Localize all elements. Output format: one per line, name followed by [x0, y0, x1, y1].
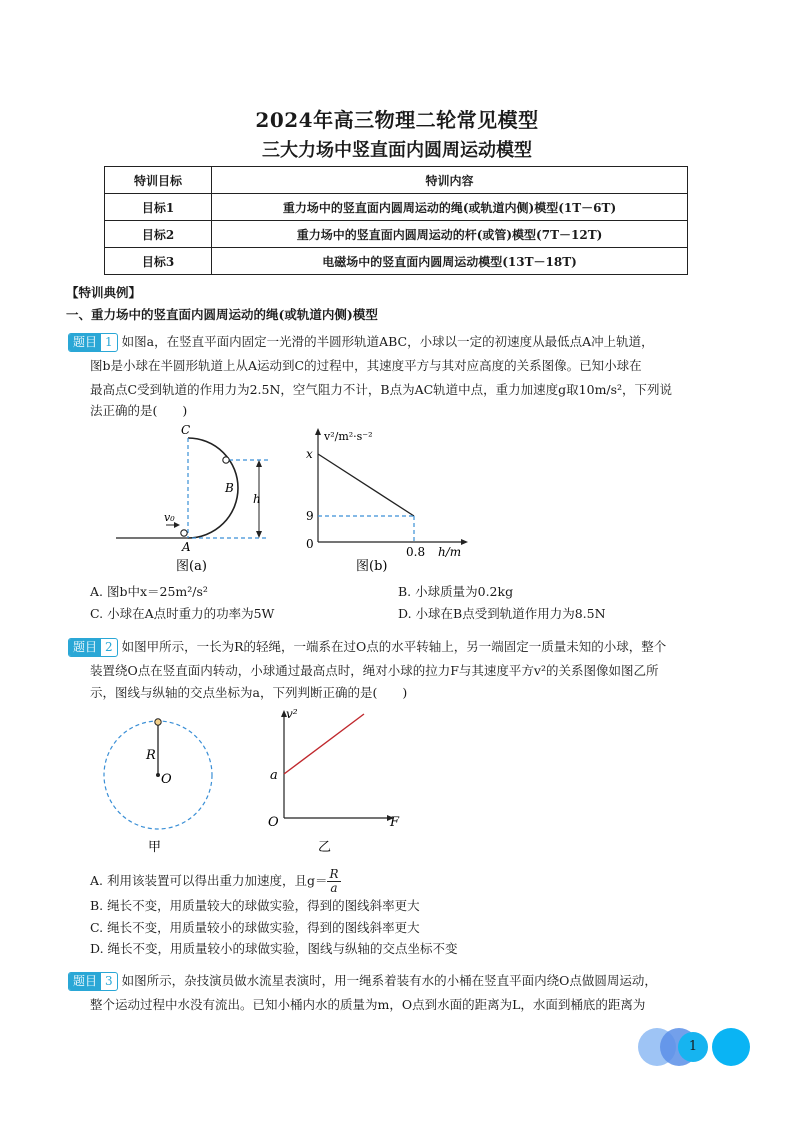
- question-tag: 题目 3: [68, 972, 118, 991]
- ball-bottom: [181, 530, 187, 536]
- caption-yi: 乙: [318, 840, 332, 855]
- q1-option-b: B. 小球质量为0.2kg: [398, 584, 514, 599]
- page-subtitle: 三大力场中竖直面内圆周运动模型: [262, 140, 532, 161]
- figure-yi: [262, 700, 412, 857]
- question-3-line-1: 题目 3 如图所示，杂技演员做水流星表演时，用一绳系着装有水的小桶在竖直平面内绕O点做圆周运动，: [68, 971, 657, 991]
- table-cell: 重力场中的竖直面内圆周运动的绳(或轨道内侧)模型(1T－6T): [212, 194, 688, 221]
- y-axis-arrow: [315, 428, 321, 435]
- question-1-line-2: 图b是小球在半圆形轨道上从A运动到C的过程中，其速度平方与其对应高度的关系图像。已知小球在: [90, 358, 642, 373]
- page-number: 1: [678, 1032, 708, 1062]
- graph-line: [318, 454, 414, 516]
- table-cell: 目标3: [105, 248, 212, 275]
- page-title: 2024年高三物理二轮常见模型: [255, 108, 539, 132]
- x-axis-label: h/m: [438, 545, 462, 559]
- label-x: x: [306, 447, 313, 461]
- table-cell: 重力场中的竖直面内圆周运动的杆(或管)模型(7T－12T): [212, 221, 688, 248]
- label-o: O: [161, 772, 172, 787]
- label-v2: v²: [286, 707, 298, 721]
- q1-option-c: C. 小球在A点时重力的功率为5W: [90, 606, 275, 621]
- caption-fig-a: 图(a): [176, 559, 207, 574]
- x-axis-arrow: [461, 539, 468, 545]
- pivot: [156, 773, 160, 777]
- question-tag: 题目 1: [68, 333, 118, 352]
- question-2-line-1: 题目 2 如图甲所示，一长为R的轻绳，一端系在过O点的水平转轴上，另一端固定一质量未知的小球，整个: [68, 637, 666, 657]
- question-2-line-3: 示，图线与纵轴的交点坐标为a，下列判断正确的是( ): [90, 685, 408, 700]
- label-h: h: [253, 492, 261, 506]
- y-axis-label: v²/m²·s⁻²: [324, 430, 373, 443]
- table-header: 特训内容: [212, 167, 688, 194]
- ball: [155, 719, 161, 725]
- h-arrow-head-up: [256, 460, 262, 467]
- graph-line: [284, 714, 364, 774]
- section-title: 一、重力场中的竖直面内圆周运动的绳(或轨道内侧)模型: [66, 307, 378, 322]
- q2-option-d: D. 绳长不变，用质量较小的球做实验，图线与纵轴的交点坐标不变: [90, 941, 458, 956]
- question-tag: 题目 2: [68, 638, 118, 657]
- label-9: 9: [306, 509, 314, 523]
- table-cell: 电磁场中的竖直面内圆周运动模型(13T－18T): [212, 248, 688, 275]
- q2-option-b: B. 绳长不变，用质量较大的球做实验，得到的图线斜率更大: [90, 898, 420, 913]
- label-a: a: [270, 768, 278, 783]
- caption-jia: 甲: [148, 840, 162, 855]
- label-a: A: [182, 540, 191, 554]
- fraction: $\frac{R}{a}$: [329, 867, 339, 895]
- label-b: B: [225, 481, 234, 495]
- question-3-line-2: 整个运动过程中水没有流出。已知小桶内水的质量为m，O点到水面的距离为L，水面到桶底的距离为: [90, 997, 646, 1012]
- question-2-line-2: 装置绕O点在竖直面内转动，小球通过最高点时，绳对小球的拉力F与其速度平方v²的关系图像如图乙所: [90, 663, 659, 678]
- figure-jia: [96, 712, 226, 857]
- label-f: F: [390, 815, 400, 830]
- q1-option-d: D. 小球在B点受到轨道作用力为8.5N: [398, 606, 606, 621]
- figure-a: [112, 420, 292, 576]
- table-header-row: [105, 167, 688, 194]
- caption-fig-b: 图(b): [356, 559, 388, 574]
- question-1-line-1: 题目 1 如图a，在竖直平面内固定一光滑的半圆形轨道ABC，小球以一定的初速度从最低点A冲上轨道，: [68, 332, 654, 352]
- table-cell: 目标2: [105, 221, 212, 248]
- decor-circle: [712, 1028, 750, 1066]
- table-header: 特训目标: [105, 167, 212, 194]
- question-1-line-4: 法正确的是( ): [90, 403, 188, 418]
- table-row: [105, 194, 688, 221]
- ball-top: [223, 457, 229, 463]
- figure-b: [298, 420, 478, 576]
- section-label: 【特训典例】: [66, 285, 142, 300]
- table-row: [105, 248, 688, 275]
- q1-option-a: A. 图b中x＝25m²/s²: [90, 584, 208, 599]
- v0-arrow-head: [174, 522, 180, 528]
- h-arrow-head-down: [256, 531, 262, 538]
- label-r: R: [146, 748, 156, 763]
- goals-table: [104, 166, 688, 275]
- label-c: C: [181, 423, 191, 437]
- q2-option-a: A. 利用该装置可以得出重力加速度，且g＝ $\frac{R}{a}$: [90, 867, 339, 895]
- label-v0: v₀: [164, 511, 175, 524]
- label-0: 0: [306, 537, 314, 551]
- question-1-line-3: 最高点C受到轨道的作用力为2.5N，空气阻力不计，B点为AC轨道中点，重力加速度g取10m/s²，下列说: [90, 382, 673, 397]
- table-cell: 目标1: [105, 194, 212, 221]
- label-0-8: 0.8: [406, 545, 426, 559]
- q2-option-c: C. 绳长不变，用质量较小的球做实验，得到的图线斜率更大: [90, 920, 420, 935]
- label-o: O: [268, 815, 279, 830]
- table-row: [105, 221, 688, 248]
